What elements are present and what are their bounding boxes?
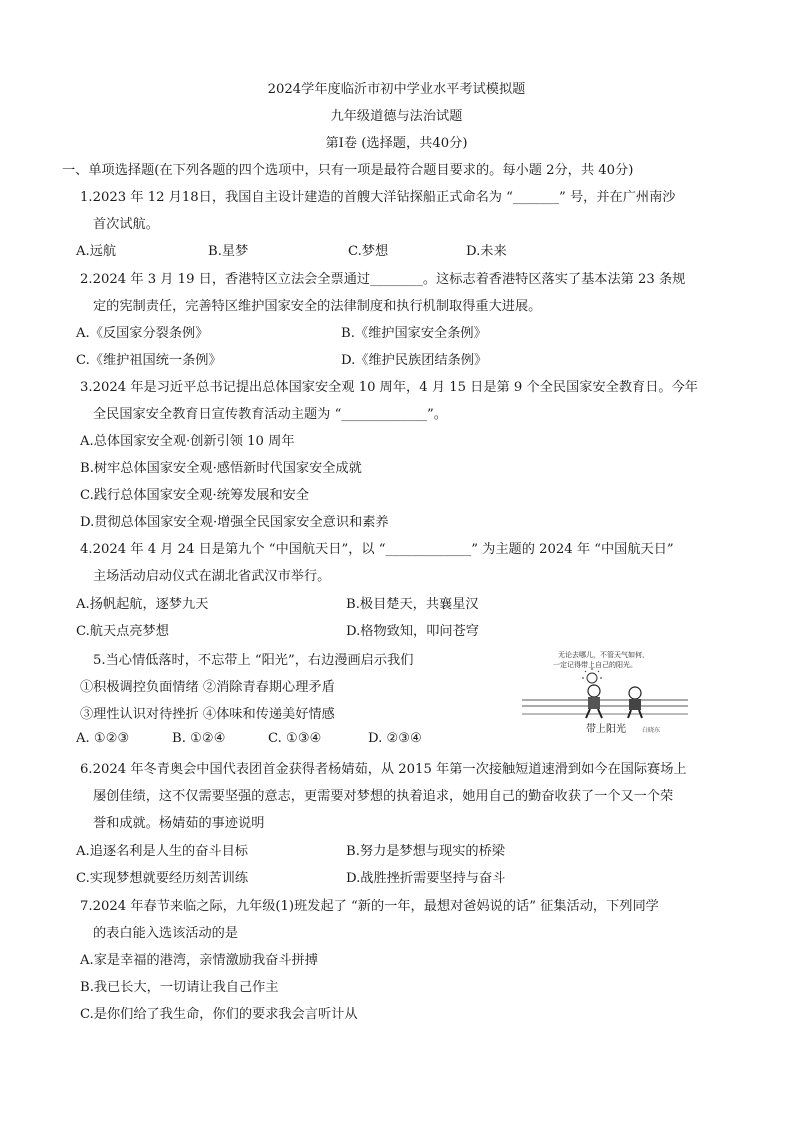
option-d: D. ②③④	[368, 731, 422, 746]
option-a: A.远航	[76, 244, 117, 259]
option-b: B. ①②④	[172, 731, 226, 746]
option-d: D.《维护民族团结条例》	[341, 353, 488, 368]
question-stem-line: 2.2024 年 3 月 19 日，香港特区立法会全票通过________。这标志着香港特区落实了基本法第 23 条规	[80, 272, 686, 287]
option-a: A.总体国家安全观·创新引领 10 周年	[80, 434, 295, 449]
option-c: C. ①③④	[268, 731, 322, 746]
statement-items: ③理性认识对待挫折 ④体味和传递美好情感	[80, 707, 335, 722]
option-c: C.践行总体国家安全观·统筹发展和安全	[80, 488, 310, 503]
question-stem-line: 屡创佳绩，这不仅需要坚强的意志，更需要对梦想的执着追求，她用自己的勤奋收获了一个又一个荣	[93, 789, 674, 804]
option-c: C.实现梦想就要经历刻苦训练	[76, 871, 249, 886]
question-stem-line: 5.当心情低落时，不忘带上 “阳光”，右边漫画启示我们	[93, 653, 414, 668]
question-stem-line: 6.2024 年冬青奥会中国代表团首金获得者杨婧茹，从 2015 年第一次接触短道速滑到如今在国际赛场上	[80, 762, 687, 777]
cartoon-drawing	[520, 648, 690, 736]
section-heading: 一、单项选择题(在下列各题的四个选项中，只有一项是最符合题目要求的。每小题 2分，共 40分)	[62, 163, 634, 178]
question-stem-line: 定的宪制责任，完善特区维护国家安全的法律制度和执行机制取得重大进展。	[93, 299, 542, 314]
option-b: B.星梦	[208, 244, 249, 259]
cartoon-illustration	[520, 648, 690, 736]
option-d: D.贯彻总体国家安全观·增强全民国家安全意识和素养	[80, 515, 389, 530]
statement-items: ①积极调控负面情绪 ②消除青春期心理矛盾	[80, 680, 335, 695]
option-d: D.格物致知，叩问苍穹	[346, 624, 479, 639]
option-a: A.追逐名利是人生的奋斗目标	[76, 844, 248, 859]
volume-heading: 第Ⅰ卷 (选择题，共40分)	[325, 136, 468, 151]
exam-subtitle: 九年级道德与法治试题	[330, 109, 463, 124]
option-b: B.努力是梦想与现实的桥梁	[346, 844, 505, 859]
option-a: A.《反国家分裂条例》	[76, 326, 209, 341]
question-stem-line: 主场活动启动仪式在湖北省武汉市举行。	[93, 569, 331, 584]
question-stem-line: 的表白能入选该活动的是	[93, 926, 239, 941]
option-c: C.梦想	[348, 244, 389, 259]
option-c: C.航天点亮梦想	[76, 624, 169, 639]
cartoon-author: 白晓东	[642, 727, 661, 734]
option-a: A.扬帆起航，逐梦九天	[76, 597, 209, 612]
question-stem-line: 1.2023 年 12 月18日，我国自主设计建造的首艘大洋钻探船正式命名为 “_______” 号，并在广州南沙	[80, 190, 676, 205]
option-a: A. ①②③	[76, 731, 130, 746]
cartoon-caption-top-2: 一定记得带上自己的阳光。	[553, 661, 637, 669]
option-b: B.《维护国家安全条例》	[341, 326, 487, 341]
option-b: B.极目楚天，共襄星汉	[346, 597, 479, 612]
exam-title: 2024学年度临沂市初中学业水平考试模拟题	[267, 82, 526, 97]
option-c: C.《维护祖国统一条例》	[76, 353, 222, 368]
option-a: A.家是幸福的港湾，亲情激励我奋斗拼搏	[80, 953, 318, 968]
option-d: D.未来	[466, 244, 507, 259]
question-stem-line: 全民国家安全教育日宣传教育活动主题为 “_____________”。	[93, 407, 447, 422]
option-d: D.战胜挫折需要坚持与奋斗	[346, 871, 506, 886]
option-b: B.树牢总体国家安全观·感悟新时代国家安全成就	[80, 461, 362, 476]
question-stem-line: 首次试航。	[93, 217, 159, 232]
question-stem-line: 3.2024 年是习近平总书记提出总体国家安全观 10 周年，4 月 15 日是第 9 个全民国家安全教育日。今年	[80, 380, 698, 395]
question-stem-line: 4.2024 年 4 月 24 日是第九个 “中国航天日”，以 “_____________” 为主题的 2024 年 “中国航天日”	[80, 542, 674, 557]
question-stem-line: 7.2024 年春节来临之际，九年级(1)班发起了 “新的一年，最想对爸妈说的话” 征集活动，下列同学	[80, 899, 659, 914]
cartoon-caption-bottom: 带上阳光	[586, 724, 626, 735]
option-c: C.是你们给了我生命，你们的要求我会言听计从	[80, 1007, 358, 1022]
cartoon-caption-top-1: 无论去哪儿，不管天气如何，	[558, 651, 649, 659]
option-b: B.我已长大，一切请让我自己作主	[80, 980, 279, 995]
question-stem-line: 誉和成就。杨婧茹的事迹说明	[93, 816, 265, 831]
